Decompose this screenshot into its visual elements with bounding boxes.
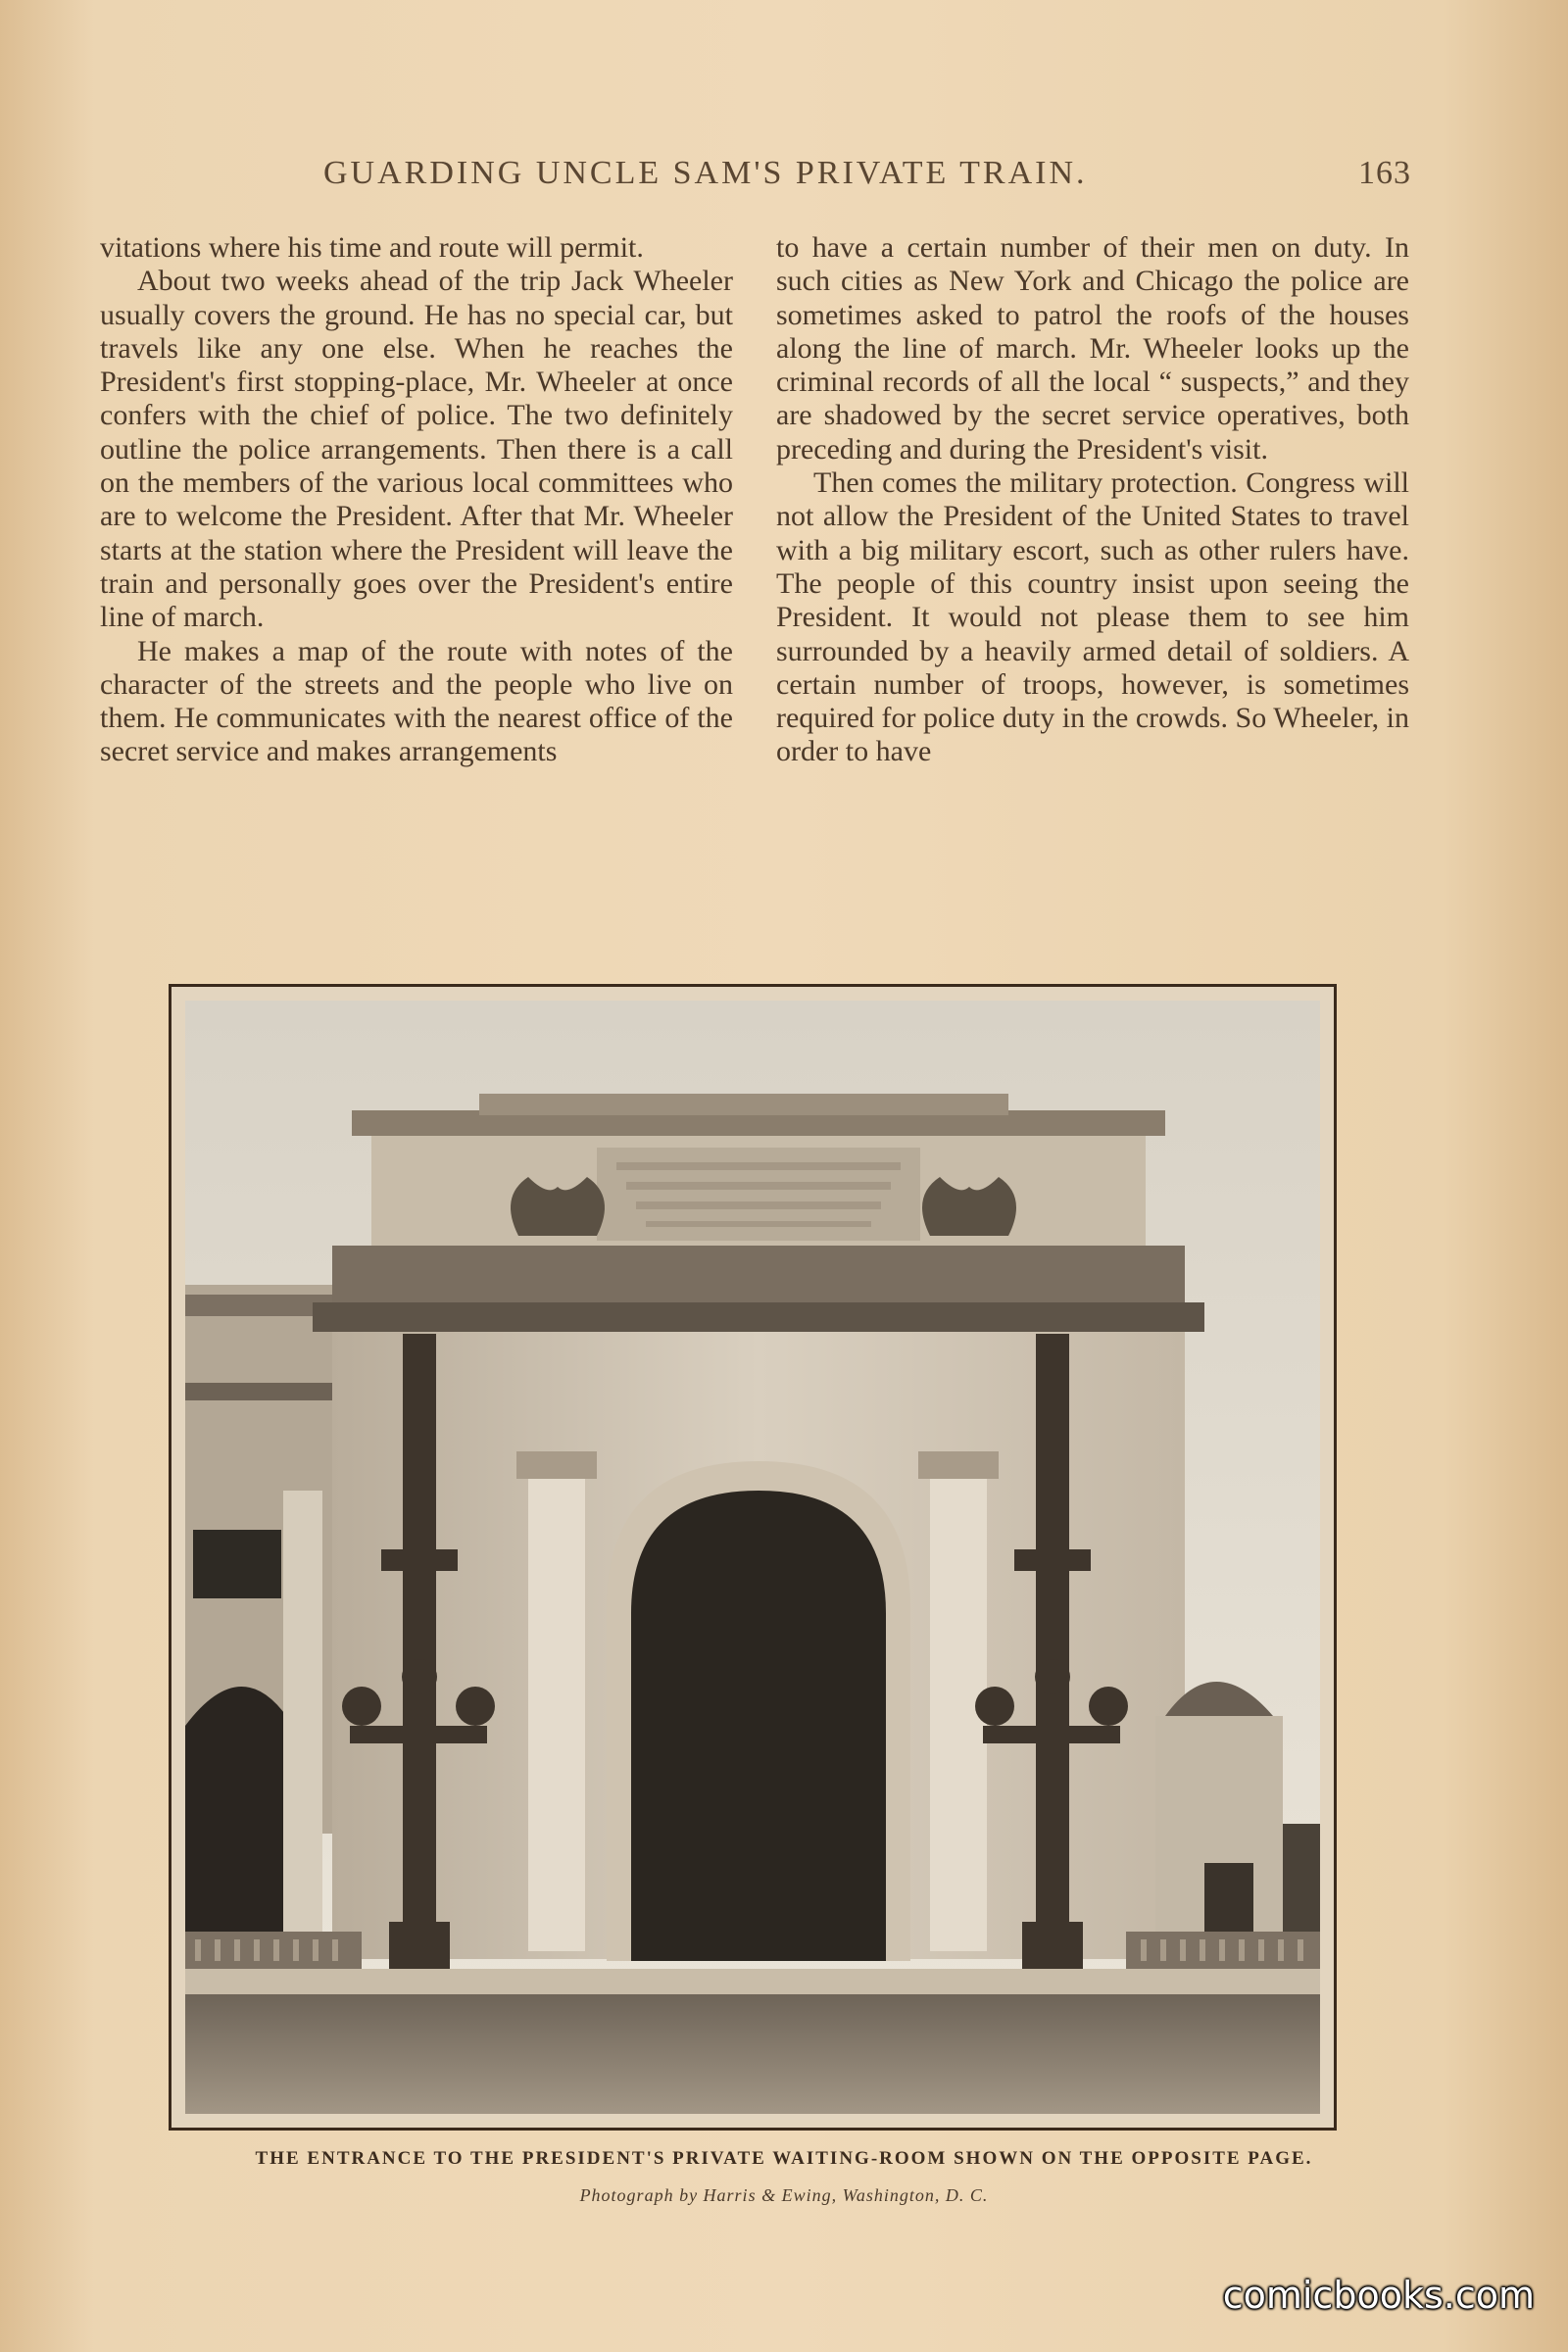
running-head [98, 155, 1411, 202]
entrance-photograph [185, 1001, 1320, 2114]
running-title: GUARDING UNCLE SAM'S PRIVATE TRAIN. [323, 155, 1088, 191]
article-body [100, 231, 1409, 947]
watermark: comicbooks.com [1222, 2274, 1535, 2317]
left-column [100, 231, 733, 769]
right-column [776, 231, 1409, 769]
paragraph: vitations where his time and route will permit. [100, 231, 644, 264]
paragraph: Then comes the military protection. Congress will not allow the President of the United States to travel with a big military escort, such as other rulers have. The people of this country insist upon seeing the President. It would not please them to see him surrounded by a heavily armed detail of soldiers. A certain number of troops, however, is sometimes required for police duty in the crowds. So Wheeler, in order to have [776, 466, 1409, 768]
paragraph: About two weeks ahead of the trip Jack Wheeler usually covers the ground. He has no special car, but travels like any one else. When he reaches the President's first stopping-place, Mr. Wheeler at once confers with the chief of police. The two definitely outline the police arrangements. Then there is a call on the members of the various local committees who are to welcome the President. After that Mr. Wheeler starts at the station where the President will leave the train and personally goes over the President's entire line of march. [100, 265, 733, 634]
paragraph: He makes a map of the route with notes of the character of the streets and the people who live on them. He communicates with the nearest office of the secret service and makes arrangements [100, 634, 733, 768]
photograph-frame [169, 984, 1337, 2131]
paragraph: to have a certain number of their men on duty. In such cities as New York and Chicago the police are sometimes asked to patrol the roofs of the houses along the line of march. Mr. Wheeler looks up the criminal records of all the local “ suspects,” and they are shadowed by the secret service operatives, both preceding and during the President's visit. [776, 231, 1409, 466]
figure-caption: THE ENTRANCE TO THE PRESIDENT'S PRIVATE WAITING-ROOM SHOWN ON THE OPPOSITE PAGE. [255, 2148, 1313, 2169]
photo-credit: Photograph by Harris & Ewing, Washington, D. C. [579, 2185, 989, 2205]
page-number: 163 [1358, 155, 1411, 191]
